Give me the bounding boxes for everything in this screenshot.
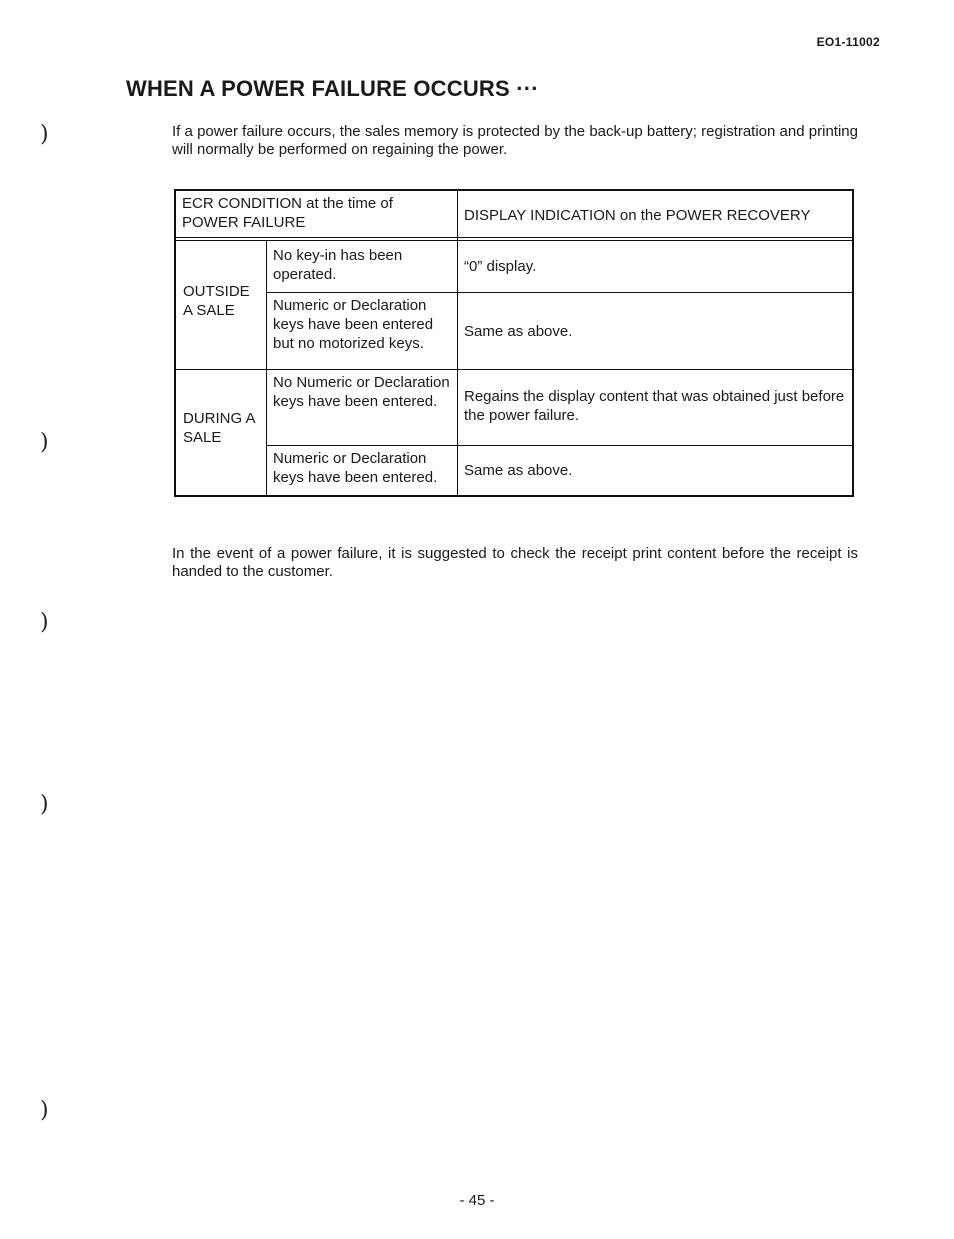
intro-paragraph: If a power failure occurs, the sales memory is protected by the back-up battery; registration and printing will normally be performed on regaining the power. — [172, 123, 858, 158]
display-cell: Same as above. — [464, 322, 573, 340]
group-label-outside-sale: OUTSIDE A SALE — [183, 283, 250, 319]
condition-cell: Numeric or Declaration keys have been entered. — [273, 450, 438, 486]
condition-column-header: ECR CONDITION at the time of POWER FAILURE — [182, 195, 393, 231]
page-number: - 45 - — [459, 1192, 495, 1209]
binder-hole-mark: ) — [40, 122, 49, 147]
condition-cell: No key-in has been operated. — [273, 247, 403, 283]
binder-hole-mark: ) — [40, 430, 49, 455]
condition-cell: No Numeric or Declaration keys have been entered. — [273, 374, 450, 410]
display-cell: Regains the display content that was obtained just before the power failure. — [464, 388, 845, 424]
binder-hole-mark: ) — [40, 610, 49, 635]
condition-cell: Numeric or Declaration keys have been entered but no motorized keys. — [273, 297, 434, 352]
header-rule-top — [176, 237, 854, 238]
page-title: WHEN A POWER FAILURE OCCURS ··· — [126, 76, 539, 101]
display-cell: Same as above. — [464, 462, 573, 479]
display-cell: “0” display. — [464, 258, 537, 275]
note-paragraph: In the event of a power failure, it is suggested to check the receipt print content before the receipt is handed to the customer. — [172, 545, 858, 580]
power-failure-table — [174, 189, 854, 497]
display-column-header: DISPLAY INDICATION on the POWER RECOVERY — [464, 206, 811, 224]
binder-hole-mark: ) — [40, 792, 49, 817]
document-code: EO1-11002 — [816, 35, 880, 49]
group-label-during-sale: DURING A SALE — [183, 410, 255, 446]
binder-hole-mark: ) — [40, 1098, 49, 1123]
